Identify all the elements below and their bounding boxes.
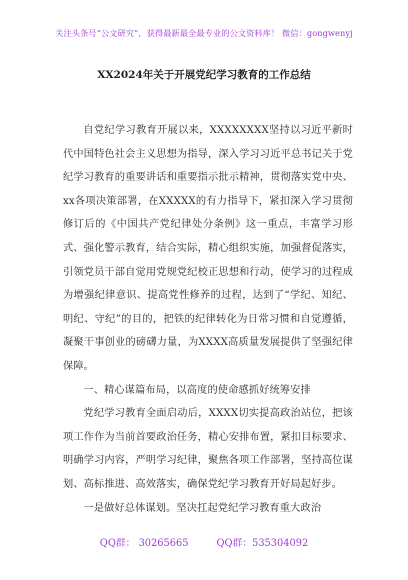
- intro-paragraph: 自党纪学习教育开展以来，XXXXXXXX坚持以习近平新时代中国特色社会主义思想为指导，深入学习习近平总书记关于党纪学习教育的重要讲话和重要指示批示精神，贯彻落实党中央、xx各项决策部署，在XXXXX的有力指导下，紧扣深入学习贯彻修订后的《中国共产党纪律处分条例》这一重点，丰富学习形式、强化警示教育，结合实际，精心组织实施，加强督促落实，引领党员干部自觉用党规党纪校正思想和行动，使学习的过程成为增强纪律意识、提高党性修养的过程，达到了“学纪、知纪、明纪、守纪”的目的，把铁的纪律转化为日常习惯和自觉遵循，凝聚干事创业的磅礴力量，为XXXX高质量发展提供了坚强纪律保障。: [63, 125, 353, 372]
- qq-group-1: QQ群： 30265665: [99, 538, 189, 549]
- section-1-heading: 一、精心谋篇布局，以高度的使命感抓好统筹安排: [83, 384, 311, 396]
- section-1-paragraph: 党纪学习教育全面启动后，XXXX切实提高政治站位，把该项工作作为当前首要政治任务，精心安排布置，紧扣目标要求、明确学习内容，严明学习纪律，聚焦各项工作部署，坚持高位谋划、高标推进、高效落实，确保党纪学习教育开好局起好步。: [63, 408, 353, 490]
- document-body: [63, 119, 353, 520]
- qq-group-2: QQ群：535304092: [216, 538, 309, 549]
- footer-contacts: [0, 535, 408, 549]
- top-banner: 关注头条号“公文研究”，获得最新最全最专业的公文资料库！ 微信：gongwenyj: [55, 28, 353, 38]
- section-1-item-1: 一是做好总体谋划。坚决扛起党纪学习教育重大政治: [83, 502, 322, 514]
- document-title: XX2024年关于开展党纪学习教育的工作总结: [97, 69, 311, 81]
